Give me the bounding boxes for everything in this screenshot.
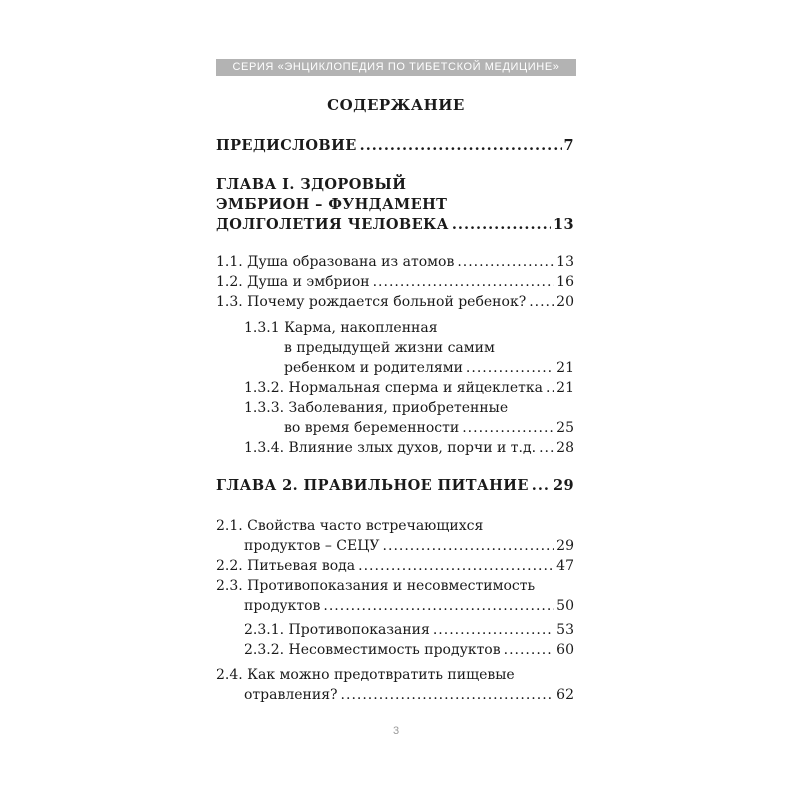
toc-entry-2-1-line-1[interactable]: 2.1. Свойства часто встречающихся (216, 518, 484, 534)
toc-entry-1-3-2[interactable] (244, 378, 574, 398)
entry-label: ПРЕДИСЛОВИЕ (216, 137, 357, 154)
entry-page: 53 (556, 622, 574, 638)
entry-label: 1.3. Почему рождается больной ребенок? (216, 294, 527, 310)
toc-entry-chapter-1[interactable] (216, 215, 574, 235)
toc-entry-2-3-1[interactable] (244, 620, 574, 640)
toc-entry-1-3-1-line-1[interactable]: 1.3.1 Карма, накопленная (244, 320, 438, 336)
leader-dots (323, 596, 554, 616)
chapter-1-title-line-1[interactable]: ГЛАВА I. ЗДОРОВЫЙ (216, 176, 407, 193)
page-number: 3 (392, 725, 400, 737)
entry-label: 2.3.2. Несовместимость продуктов (244, 642, 501, 658)
leader-dots (360, 136, 562, 156)
toc-entry-1-1[interactable] (216, 252, 574, 272)
toc-entry-2-2[interactable] (216, 556, 574, 576)
chapter-1-title-line-2[interactable]: ЭМБРИОН – ФУНДАМЕНТ (216, 196, 448, 213)
entry-page: 25 (556, 420, 574, 436)
entry-page: 47 (556, 558, 574, 574)
toc-entry-1-3-1-line-2[interactable]: в предыдущей жизни самим (284, 340, 495, 356)
entry-page: 7 (563, 137, 574, 154)
entry-label: 2.3.1. Противопоказания (244, 622, 430, 638)
toc-entry-1-3-1[interactable] (284, 358, 574, 378)
entry-label: отравления? (244, 687, 338, 703)
entry-page: 62 (556, 687, 574, 703)
leader-dots (433, 620, 554, 640)
leader-dots (383, 536, 555, 556)
toc-entry-1-3-3-line-1[interactable]: 1.3.3. Заболевания, приобретенные (244, 400, 509, 416)
toc-entry-2-1[interactable] (244, 536, 574, 556)
entry-page: 16 (556, 274, 574, 290)
entry-page: 21 (556, 380, 574, 396)
entry-page: 29 (553, 477, 574, 494)
entry-page: 50 (556, 598, 574, 614)
entry-label: ДОЛГОЛЕТИЯ ЧЕЛОВЕКА (216, 216, 449, 233)
entry-page: 28 (556, 440, 574, 456)
entry-page: 21 (556, 360, 574, 376)
toc-entry-2-4[interactable] (244, 685, 574, 705)
entry-label: 2.2. Питьевая вода (216, 558, 356, 574)
leader-dots (539, 438, 554, 458)
leader-dots (457, 252, 554, 272)
leader-dots (462, 418, 554, 438)
toc-title: СОДЕРЖАНИЕ (327, 96, 465, 114)
toc-entry-1-2[interactable] (216, 272, 574, 292)
entry-page: 13 (553, 216, 574, 233)
toc-entry-2-3-line-1[interactable]: 2.3. Противопоказания и несовместимость (216, 578, 536, 594)
entry-label: во время беременности (284, 420, 460, 436)
entry-label: 1.3.4. Влияние злых духов, порчи и т.д. (244, 440, 537, 456)
entry-label: ГЛАВА 2. ПРАВИЛЬНОЕ ПИТАНИЕ (216, 477, 529, 494)
leader-dots (466, 358, 554, 378)
entry-label: 1.3.2. Нормальная сперма и яйцеклетка (244, 380, 543, 396)
leader-dots (504, 640, 555, 660)
leader-dots (373, 272, 555, 292)
leader-dots (529, 292, 554, 312)
entry-page: 60 (556, 642, 574, 658)
entry-page: 20 (556, 294, 574, 310)
toc-entry-1-3[interactable] (216, 292, 574, 312)
leader-dots (452, 215, 551, 235)
entry-page: 13 (556, 254, 574, 270)
entry-label: 1.2. Душа и эмбрион (216, 274, 370, 290)
toc-entry-2-3-2[interactable] (244, 640, 574, 660)
leader-dots (546, 378, 554, 398)
entry-label: 1.1. Душа образована из атомов (216, 254, 455, 270)
toc-entry-preface[interactable] (216, 136, 574, 156)
leader-dots (341, 685, 555, 705)
toc-entry-1-3-4[interactable] (244, 438, 574, 458)
toc-entry-1-3-3[interactable] (284, 418, 574, 438)
leader-dots (358, 556, 554, 576)
entry-page: 29 (556, 538, 574, 554)
series-header: СЕРИЯ «ЭНЦИКЛОПЕДИЯ ПО ТИБЕТСКОЙ МЕДИЦИНЕ» (216, 59, 576, 76)
entry-label: ребенком и родителями (284, 360, 463, 376)
toc-entry-2-4-line-1[interactable]: 2.4. Как можно предотвратить пищевые (216, 667, 515, 683)
toc-entry-chapter-2[interactable] (216, 476, 574, 496)
leader-dots (532, 476, 551, 496)
entry-label: продуктов – СЕЦУ (244, 538, 380, 554)
entry-label: продуктов (244, 598, 321, 614)
toc-entry-2-3[interactable] (244, 596, 574, 616)
